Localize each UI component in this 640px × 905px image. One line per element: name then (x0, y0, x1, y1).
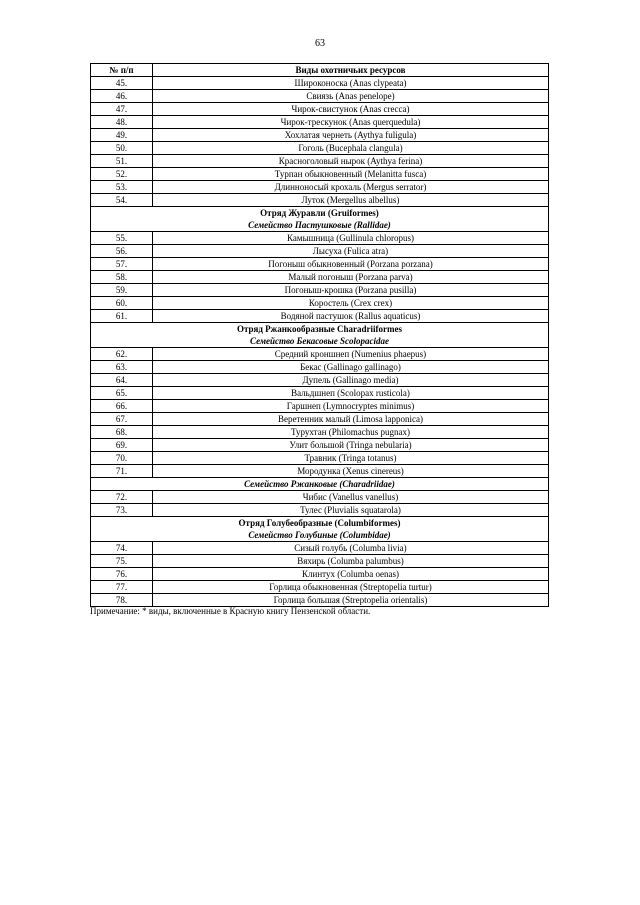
species-name: Камышница (Gullinula chloropus) (153, 232, 549, 245)
family-heading: Семейство Голубиные (Columbidae) (91, 529, 549, 542)
species-name: Чирок-трескунок (Anas querquedula) (153, 116, 549, 129)
table-row (91, 452, 549, 465)
row-number: 76. (91, 568, 153, 581)
row-number: 74. (91, 542, 153, 555)
table-row (91, 465, 549, 478)
row-number: 78. (91, 594, 153, 607)
family-heading-row (91, 478, 549, 491)
table-row (91, 413, 549, 426)
species-name: Луток (Mergellus albellus) (153, 194, 549, 207)
table-row (91, 284, 549, 297)
table-row (91, 348, 549, 361)
row-number: 71. (91, 465, 153, 478)
table-row (91, 194, 549, 207)
table-row (91, 439, 549, 452)
species-name: Лысуха (Fulica atra) (153, 245, 549, 258)
row-number: 65. (91, 387, 153, 400)
row-number: 48. (91, 116, 153, 129)
species-name: Бекас (Gallinago gallinago) (153, 361, 549, 374)
row-number: 45. (91, 77, 153, 90)
species-name: Сизый голубь (Columba livia) (153, 542, 549, 555)
table-row (91, 258, 549, 271)
species-name: Горлица обыкновенная (Streptopelia turtur) (153, 581, 549, 594)
row-number: 46. (91, 90, 153, 103)
table-row (91, 142, 549, 155)
species-name: Погоныш обыкновенный (Porzana porzana) (153, 258, 549, 271)
table-row (91, 568, 549, 581)
species-name: Свиязь (Anas penelope) (153, 90, 549, 103)
row-number: 53. (91, 181, 153, 194)
species-name: Чибис (Vanellus vanellus) (153, 491, 549, 504)
row-number: 75. (91, 555, 153, 568)
row-number: 59. (91, 284, 153, 297)
row-number: 69. (91, 439, 153, 452)
row-number: 62. (91, 348, 153, 361)
table-row (91, 310, 549, 323)
table-row (91, 77, 549, 90)
table-row (91, 542, 549, 555)
row-number: 50. (91, 142, 153, 155)
table-row (91, 168, 549, 181)
column-header-species: Виды охотничьих ресурсов (153, 64, 549, 77)
row-number: 64. (91, 374, 153, 387)
species-name: Малый погоныш (Porzana parva) (153, 271, 549, 284)
table-header-row (91, 64, 549, 77)
species-name: Улит большой (Tringa nebularia) (153, 439, 549, 452)
species-table (90, 63, 549, 607)
species-name: Клинтух (Columba oenas) (153, 568, 549, 581)
row-number: 51. (91, 155, 153, 168)
species-name: Длинноносый крохаль (Mergus serrator) (153, 181, 549, 194)
row-number: 73. (91, 504, 153, 517)
order-heading-row (91, 323, 549, 336)
table-row (91, 181, 549, 194)
row-number: 72. (91, 491, 153, 504)
species-name: Гаршнеп (Lymnocryptes minimus) (153, 400, 549, 413)
species-name: Турухтан (Philomachus pugnax) (153, 426, 549, 439)
table-row (91, 426, 549, 439)
row-number: 66. (91, 400, 153, 413)
family-heading-row (91, 219, 549, 232)
row-number: 52. (91, 168, 153, 181)
species-name: Средний кроншнеп (Numenius phaepus) (153, 348, 549, 361)
table-row (91, 491, 549, 504)
species-name: Хохлатая чернеть (Aythya fuligula) (153, 129, 549, 142)
row-number: 61. (91, 310, 153, 323)
species-name: Тулес (Pluvialis squatarola) (153, 504, 549, 517)
species-name: Вальдшнеп (Scolopax rusticola) (153, 387, 549, 400)
order-heading-row (91, 517, 549, 530)
table-row (91, 297, 549, 310)
row-number: 77. (91, 581, 153, 594)
species-name: Широконоска (Anas clypeata) (153, 77, 549, 90)
table-row (91, 581, 549, 594)
row-number: 60. (91, 297, 153, 310)
family-heading: Семейство Пастушковые (Rallidae) (91, 219, 549, 232)
species-name: Мородунка (Xenus cinereus) (153, 465, 549, 478)
table-row (91, 116, 549, 129)
family-heading: Семейство Бекасовые Scolopacidae (91, 335, 549, 348)
row-number: 57. (91, 258, 153, 271)
row-number: 63. (91, 361, 153, 374)
species-name: Вяхирь (Columba palumbus) (153, 555, 549, 568)
species-name: Коростель (Crex crex) (153, 297, 549, 310)
row-number: 58. (91, 271, 153, 284)
table-body (91, 77, 549, 607)
species-name: Погоныш-крошка (Porzana pusilla) (153, 284, 549, 297)
order-heading: Отряд Ржанкообразные Charadriiformes (91, 323, 549, 336)
family-heading: Семейство Ржанковые (Charadriidae) (91, 478, 549, 491)
table-row (91, 374, 549, 387)
table-row (91, 400, 549, 413)
row-number: 49. (91, 129, 153, 142)
species-name: Красноголовый нырок (Aythya ferina) (153, 155, 549, 168)
row-number: 70. (91, 452, 153, 465)
table-row (91, 504, 549, 517)
species-name: Веретенник малый (Limosa lapponica) (153, 413, 549, 426)
row-number: 47. (91, 103, 153, 116)
order-heading: Отряд Журавли (Gruiformes) (91, 207, 549, 220)
table-row (91, 555, 549, 568)
row-number: 67. (91, 413, 153, 426)
footnote: Примечание: * виды, включенные в Красную книгу Пензенской области. (90, 606, 371, 616)
column-header-number: № п/п (91, 64, 153, 77)
species-name: Чирок-свистунок (Anas crecca) (153, 103, 549, 116)
table-row (91, 245, 549, 258)
species-name: Дупель (Gallinago media) (153, 374, 549, 387)
species-name: Турпан обыкновенный (Melanitta fusca) (153, 168, 549, 181)
species-name: Водяной пастушок (Rallus aquaticus) (153, 310, 549, 323)
species-name: Травник (Tringa totanus) (153, 452, 549, 465)
table-row (91, 387, 549, 400)
row-number: 68. (91, 426, 153, 439)
order-heading: Отряд Голубеобразные (Columbiformes) (91, 517, 549, 530)
table-row (91, 232, 549, 245)
page-number: 63 (315, 38, 325, 49)
row-number: 56. (91, 245, 153, 258)
family-heading-row (91, 335, 549, 348)
row-number: 55. (91, 232, 153, 245)
table-row (91, 103, 549, 116)
table-row (91, 361, 549, 374)
species-name: Гоголь (Bucephala clangula) (153, 142, 549, 155)
table-row (91, 271, 549, 284)
row-number: 54. (91, 194, 153, 207)
species-name: Горлица большая (Streptopelia orientalis) (153, 594, 549, 607)
family-heading-row (91, 529, 549, 542)
order-heading-row (91, 207, 549, 220)
table-row (91, 155, 549, 168)
table-row (91, 129, 549, 142)
table-row (91, 90, 549, 103)
